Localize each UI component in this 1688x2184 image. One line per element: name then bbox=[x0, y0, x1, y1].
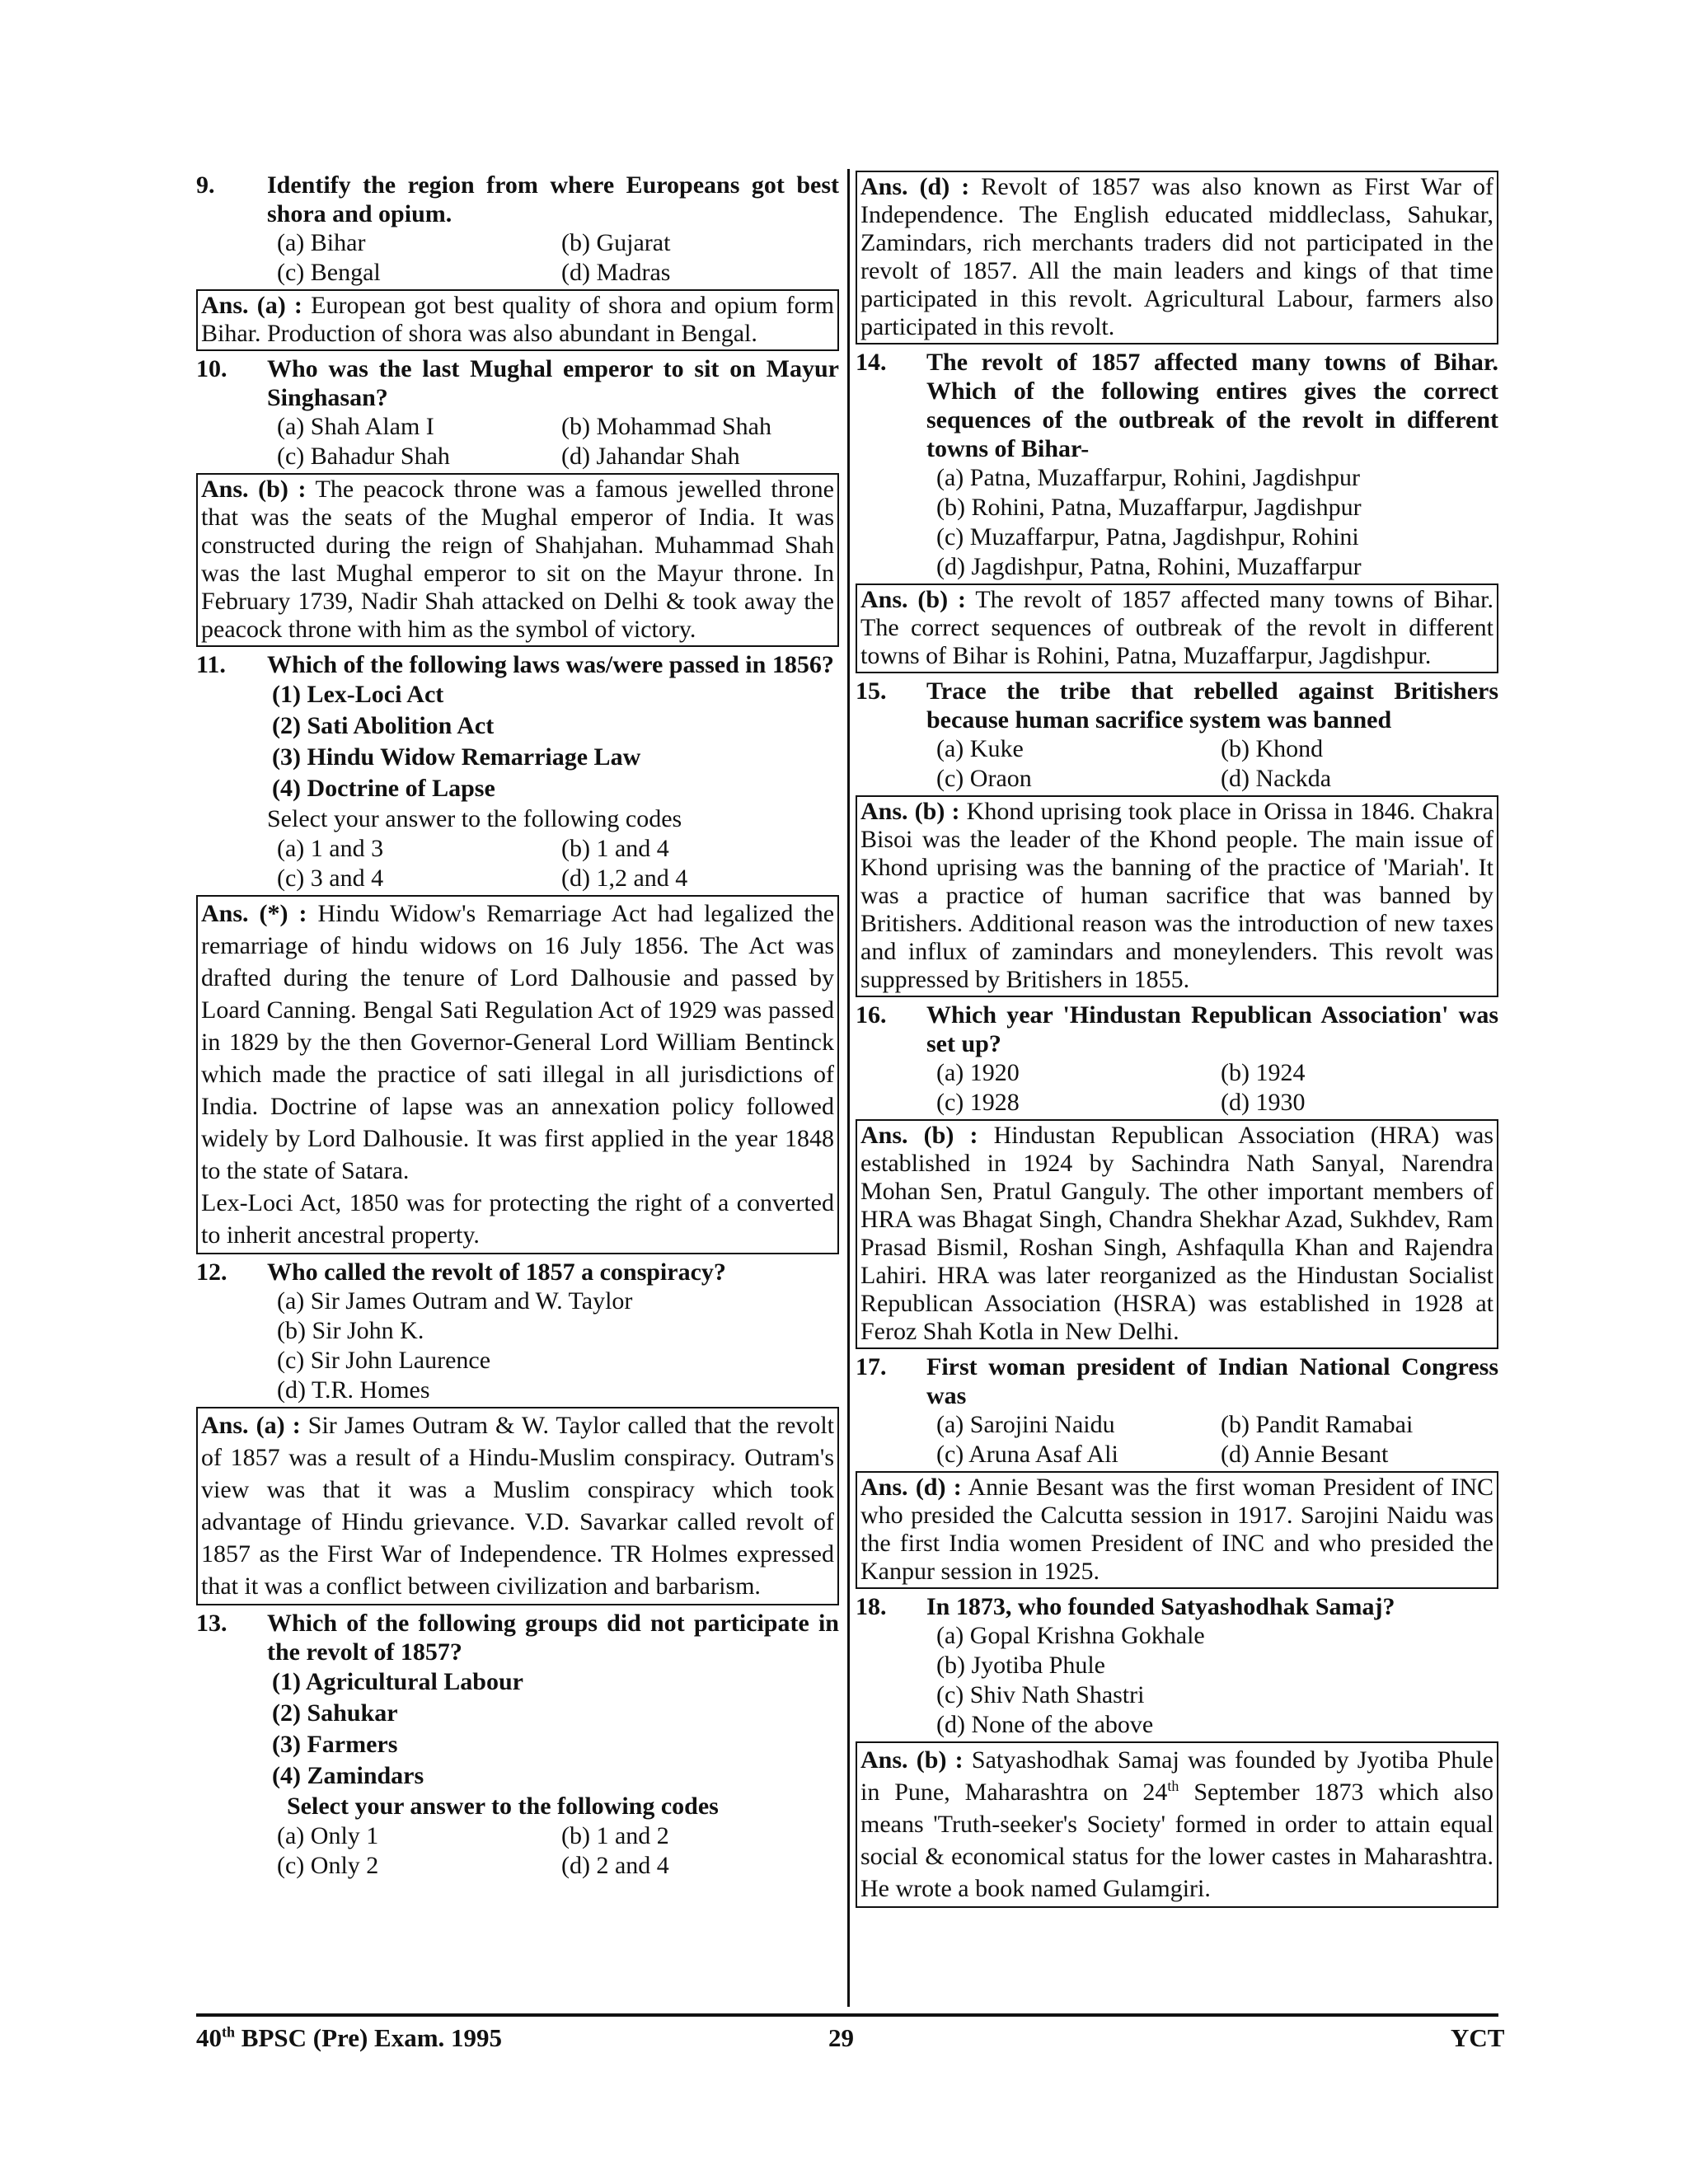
option: (a) Sarojini Naidu bbox=[936, 1411, 1115, 1438]
option: (b) Mohammad Shah bbox=[561, 413, 771, 440]
question-17 bbox=[856, 1352, 1498, 1410]
question-14 bbox=[856, 348, 1498, 463]
options bbox=[277, 1286, 839, 1405]
question-text: Trace the tribe that rebelled against Britishers because human sacrifice system was banned bbox=[926, 677, 1498, 733]
options bbox=[936, 463, 1498, 582]
question-text: Who was the last Mughal emperor to sit on Mayur Singhasan? bbox=[267, 355, 839, 411]
options bbox=[936, 1058, 1498, 1118]
publisher-label: YCT bbox=[1451, 2023, 1505, 2052]
question-15 bbox=[856, 677, 1498, 734]
options bbox=[277, 228, 839, 288]
option: (a) 1 and 3 bbox=[277, 835, 384, 862]
option: (b) 1 and 2 bbox=[561, 1822, 669, 1849]
options bbox=[277, 834, 839, 893]
option: (d) Jahandar Shah bbox=[561, 443, 740, 470]
question-13 bbox=[196, 1609, 839, 1666]
question-10 bbox=[196, 354, 839, 412]
answer-text: Satyashodhak Samaj was founded by Jyotiba Phule in Pune, Maharashtra on 24 bbox=[860, 1746, 1493, 1806]
exam-name: BPSC (Pre) Exam. 1995 bbox=[235, 2023, 503, 2052]
statement-item: (3) Farmers bbox=[272, 1731, 398, 1758]
option: (b) Khond bbox=[1221, 735, 1324, 762]
answer-label: Ans. (a) : bbox=[201, 1412, 301, 1439]
option: (a) Gopal Krishna Gokhale bbox=[936, 1622, 1205, 1649]
option: (c) Muzaffarpur, Patna, Jagdishpur, Rohini bbox=[936, 523, 1359, 551]
answer-box bbox=[856, 583, 1498, 673]
question-number: 9. bbox=[196, 171, 215, 199]
exam-number: 40 bbox=[196, 2023, 222, 2052]
option: (a) Shah Alam I bbox=[277, 413, 434, 440]
option: (d) T.R. Homes bbox=[277, 1376, 430, 1404]
question-text: In 1873, who founded Satyashodhak Samaj? bbox=[926, 1593, 1395, 1620]
question-number: 18. bbox=[856, 1593, 887, 1620]
answer-box bbox=[196, 895, 839, 1254]
option: (b) 1924 bbox=[1221, 1059, 1306, 1086]
options bbox=[936, 734, 1498, 794]
question-number: 17. bbox=[856, 1353, 887, 1380]
question-number: 11. bbox=[196, 651, 226, 678]
right-column bbox=[856, 169, 1498, 1911]
superscript: th bbox=[1167, 1778, 1179, 1794]
question-12 bbox=[196, 1258, 839, 1286]
option: (c) 3 and 4 bbox=[277, 865, 384, 892]
statement-item: (4) Zamindars bbox=[272, 1762, 424, 1789]
question-11 bbox=[196, 650, 839, 679]
question-text: Which year 'Hindustan Republican Association' was set up? bbox=[926, 1001, 1498, 1057]
options bbox=[936, 1410, 1498, 1469]
option: (b) 1 and 4 bbox=[561, 835, 669, 862]
answer-text: Hindustan Republican Association (HRA) was established in 1924 by Sachindra Nath Sanyal, Narendra Mohan Sen, Pratul Ganguly. The other important members of HRA was Bhagat Singh, Chandra Shekhar Azad, Sukhdev, Ram Prasad Bismil, Roshan Singh, Ashfaqulla Khan and Rajendra Lahiri. HRA was later reorganized as the Hindustan Socialist Republican Association (HSRA) was established in 1928 at Feroz Shah Kotla in New Delhi. bbox=[860, 1122, 1493, 1345]
answer-label: Ans. (b) : bbox=[860, 798, 960, 825]
answer-text: The revolt of 1857 affected many towns of Bihar. The correct sequences of outbreak of the revolt in different towns of Bihar is Rohini, Patna, Muzaffarpur, Jagdishpur. bbox=[860, 586, 1493, 669]
answer-box bbox=[196, 1407, 839, 1605]
answer-box bbox=[856, 1741, 1498, 1908]
answer-text: Lex-Loci Act, 1850 was for protecting the right of a converted to inherit ancestral property. bbox=[201, 1189, 834, 1249]
statement-item: (4) Doctrine of Lapse bbox=[272, 775, 495, 802]
options bbox=[277, 1821, 839, 1881]
answer-label: Ans. (b) : bbox=[860, 1746, 964, 1774]
question-text: The revolt of 1857 affected many towns of Bihar. Which of the following entires gives the correct sequences of the outbreak of the revolt in different towns of Bihar- bbox=[926, 349, 1498, 462]
option: (d) Jagdishpur, Patna, Rohini, Muzaffarpur bbox=[936, 553, 1362, 580]
option: (c) Bahadur Shah bbox=[277, 443, 450, 470]
option: (a) Only 1 bbox=[277, 1822, 379, 1849]
answer-label: Ans. (b) : bbox=[860, 1122, 978, 1149]
statement-item: (3) Hindu Widow Remarriage Law bbox=[272, 743, 641, 771]
option: (d) Annie Besant bbox=[1221, 1441, 1389, 1468]
answer-label: Ans. (b) : bbox=[860, 586, 966, 613]
answer-text: September 1873 which also means 'Truth-seeker's Society' formed in order to attain equal social & economical status for the lower castes in Maharashtra. He wrote a book named Gulamgiri. bbox=[860, 1779, 1493, 1902]
question-number: 10. bbox=[196, 355, 227, 382]
answer-label: Ans. (*) : bbox=[201, 900, 307, 927]
option: (a) Sir James Outram and W. Taylor bbox=[277, 1287, 633, 1315]
option: (b) Gujarat bbox=[561, 229, 671, 256]
options bbox=[277, 412, 839, 471]
answer-text: The peacock throne was a famous jewelled throne that was the seats of the Mughal emperor of India. It was constructed during the reign of Shahjahan. Muhammad Shah was the last Mughal emperor to sit on the Mayur throne. In February 1739, Nadir Shah attacked on Delhi & took away the peacock throne with him as the symbol of victory. bbox=[201, 476, 834, 643]
option: (c) Oraon bbox=[936, 765, 1032, 792]
question-number: 16. bbox=[856, 1001, 887, 1029]
question-18 bbox=[856, 1592, 1498, 1621]
answer-label: Ans. (a) : bbox=[201, 292, 302, 319]
question-text: Which of the following laws was/were passed in 1856? bbox=[267, 651, 834, 678]
option: (c) Bengal bbox=[277, 259, 381, 286]
answer-box bbox=[196, 473, 839, 647]
answer-text: Annie Besant was the first woman President of INC who presided the Calcutta session in 1917. Sarojini Naidu was the first India women President of INC and who presided the Kanpur session in 1925. bbox=[860, 1474, 1494, 1585]
question-number: 15. bbox=[856, 677, 887, 705]
answer-box bbox=[856, 1119, 1498, 1349]
option: (d) 1930 bbox=[1221, 1089, 1306, 1116]
option: (b) Sir John K. bbox=[277, 1317, 424, 1344]
codes-instruction: Select your answer to the following codes bbox=[267, 805, 682, 832]
answer-text: European got best quality of shora and opium form Bihar. Production of shora was also abundant in Bengal. bbox=[201, 292, 834, 347]
option: (a) Kuke bbox=[936, 735, 1024, 762]
answer-text: Khond uprising took place in Orissa in 1846. Chakra Bisoi was the leader of the Khond people. The main issue of Khond uprising was the banning of the practice of 'Mariah'. It was a practice of human sacrifice that was banned by Britishers. Additional reason was the introduction of new taxes and influx of zamindars and moneylenders. This revolt was suppressed by Britishers in 1855. bbox=[860, 798, 1493, 993]
footer-exam-title bbox=[196, 2023, 502, 2053]
superscript: th bbox=[222, 2023, 236, 2041]
option: (d) 1,2 and 4 bbox=[561, 865, 688, 892]
option: (c) Shiv Nath Shastri bbox=[936, 1681, 1145, 1708]
question-16 bbox=[856, 1001, 1498, 1058]
options bbox=[936, 1621, 1498, 1740]
option: (d) 2 and 4 bbox=[561, 1852, 669, 1879]
option: (a) Bihar bbox=[277, 229, 366, 256]
answer-box bbox=[856, 1471, 1498, 1589]
option: (a) 1920 bbox=[936, 1059, 1020, 1086]
answer-text: Hindu Widow's Remarriage Act had legalized the remarriage of hindu widows on 16 July 1856. The Act was drafted during the tenure of Lord Dalhousie and passed by Loard Canning. Bengal Sati Regulation Act of 1929 was passed in 1829 by the then Governor-General Lord William Bentinck which made the practice of sati illegal in all jurisdictions of India. Doctrine of lapse was an annexation policy followed widely by Lord Dalhousie. It was first applied in the year 1848 to the state of Satara. bbox=[201, 900, 835, 1184]
question-text: First woman president of Indian National Congress was bbox=[926, 1353, 1498, 1409]
question-number: 14. bbox=[856, 349, 887, 376]
footer-rule bbox=[196, 2013, 1498, 2017]
question-text: Identify the region from where Europeans got best shora and opium. bbox=[267, 171, 839, 227]
column-divider bbox=[847, 169, 850, 2007]
question-text: Who called the revolt of 1857 a conspiracy? bbox=[267, 1258, 726, 1286]
statement-item: (1) Agricultural Labour bbox=[272, 1668, 523, 1695]
question-text: Which of the following groups did not participate in the revolt of 1857? bbox=[267, 1610, 839, 1666]
option: (d) Nackda bbox=[1221, 765, 1332, 792]
codes-instruction: Select your answer to the following codes bbox=[287, 1793, 719, 1820]
option: (b) Jyotiba Phule bbox=[936, 1652, 1105, 1679]
question-number: 12. bbox=[196, 1258, 227, 1286]
question-number: 13. bbox=[196, 1610, 227, 1637]
option: (d) Madras bbox=[561, 259, 671, 286]
answer-label: Ans. (d) : bbox=[860, 173, 970, 200]
option: (b) Rohini, Patna, Muzaffarpur, Jagdishpur bbox=[936, 494, 1362, 521]
option: (c) 1928 bbox=[936, 1089, 1020, 1116]
option: (d) None of the above bbox=[936, 1711, 1154, 1738]
answer-text: Revolt of 1857 was also known as First War of Independence. The English educated middleclass, Sahukar, Zamindars, rich merchants traders did not participated in the revolt of 1857. All the main leaders and kings of that time participated in this revolt. Agricultural Labour, farmers also participated in this revolt. bbox=[860, 173, 1493, 340]
left-column bbox=[196, 169, 839, 1881]
option: (c) Aruna Asaf Ali bbox=[936, 1441, 1118, 1468]
option: (a) Patna, Muzaffarpur, Rohini, Jagdishpur bbox=[936, 464, 1360, 491]
answer-box bbox=[856, 171, 1498, 344]
answer-box bbox=[856, 795, 1498, 997]
answer-label: Ans. (d) : bbox=[860, 1474, 962, 1501]
option: (b) Pandit Ramabai bbox=[1221, 1411, 1414, 1438]
statement-item: (1) Lex-Loci Act bbox=[272, 681, 444, 708]
option: (c) Only 2 bbox=[277, 1852, 379, 1879]
page-number: 29 bbox=[828, 2023, 854, 2052]
answer-text: Sir James Outram & W. Taylor called that the revolt of 1857 was a result of a Hindu-Muslim conspiracy. Outram's view was that it was a Muslim conspiracy which took advantage of Hindu grievance. V.D. Savarkar called revolt of 1857 as the First War of Independence. TR Holmes expressed that it was a conflict between civilization and barbarism. bbox=[201, 1412, 834, 1600]
answer-box bbox=[196, 289, 839, 351]
question-9 bbox=[196, 171, 839, 228]
option: (c) Sir John Laurence bbox=[277, 1347, 491, 1374]
answer-label: Ans. (b) : bbox=[201, 476, 307, 503]
statement-item: (2) Sahukar bbox=[272, 1699, 398, 1727]
statement-item: (2) Sati Abolition Act bbox=[272, 712, 495, 739]
